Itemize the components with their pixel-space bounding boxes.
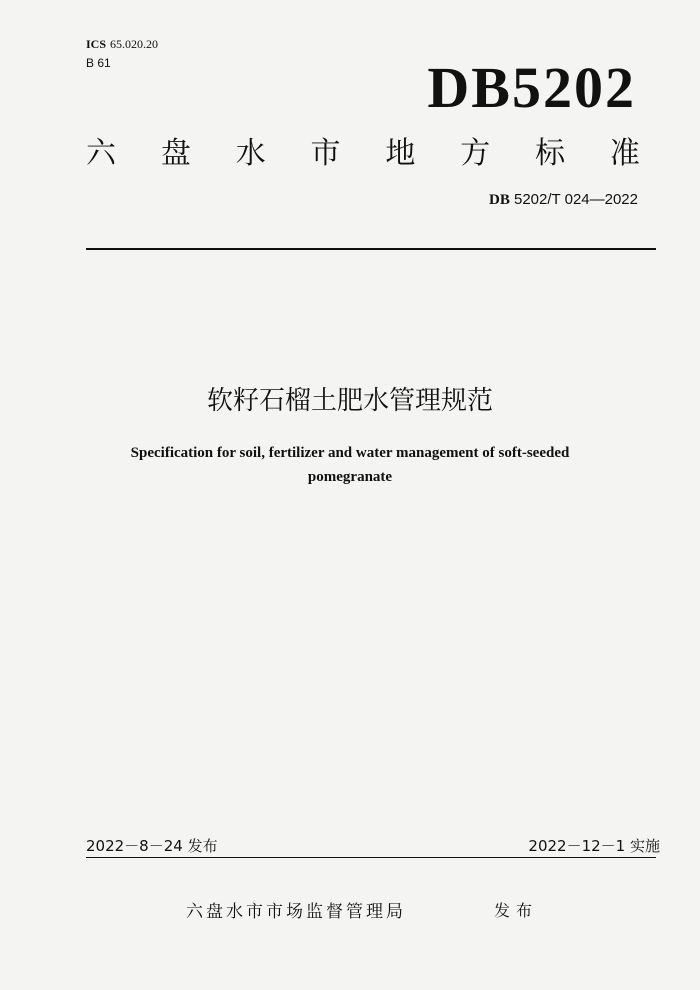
standard-type-char: 水 (235, 136, 266, 171)
standard-number-value: 5202/T 024—2022 (514, 191, 638, 208)
ics-classification (86, 36, 158, 52)
standard-code-large: DB5202 (427, 55, 636, 120)
header-divider (86, 248, 656, 250)
ics-code: 65.020.20 (110, 37, 159, 51)
standard-type-char: 地 (385, 136, 416, 171)
chinese-title: 软籽石榴土肥水管理规范 (206, 386, 493, 416)
standard-type-char: 标 (535, 136, 566, 171)
english-title-line: Specification for soil, fertilizer and water management of soft-seeded (130, 445, 570, 461)
issue-date: 2022－8－24 发布 (86, 837, 218, 855)
footer-divider (86, 857, 656, 858)
publisher-name: 六盘水市市场监督管理局 (186, 902, 406, 922)
english-title (100, 441, 600, 489)
standard-number (489, 190, 638, 210)
standard-type-title (86, 134, 640, 174)
english-title-line: pomegranate (307, 469, 393, 485)
standard-type-char: 市 (310, 136, 341, 171)
standard-type-char: 六 (86, 136, 116, 171)
standard-type-char: 方 (460, 136, 491, 171)
ics-label: ICS (86, 37, 107, 51)
publish-label: 发布 (494, 901, 539, 920)
standard-type-char: 准 (609, 136, 640, 171)
ccs-classification: B 61 (86, 56, 111, 70)
implementation-date: 2022－12－1 实施 (528, 837, 660, 855)
standard-number-prefix: DB (488, 192, 510, 208)
standard-type-char: 盘 (160, 136, 191, 171)
